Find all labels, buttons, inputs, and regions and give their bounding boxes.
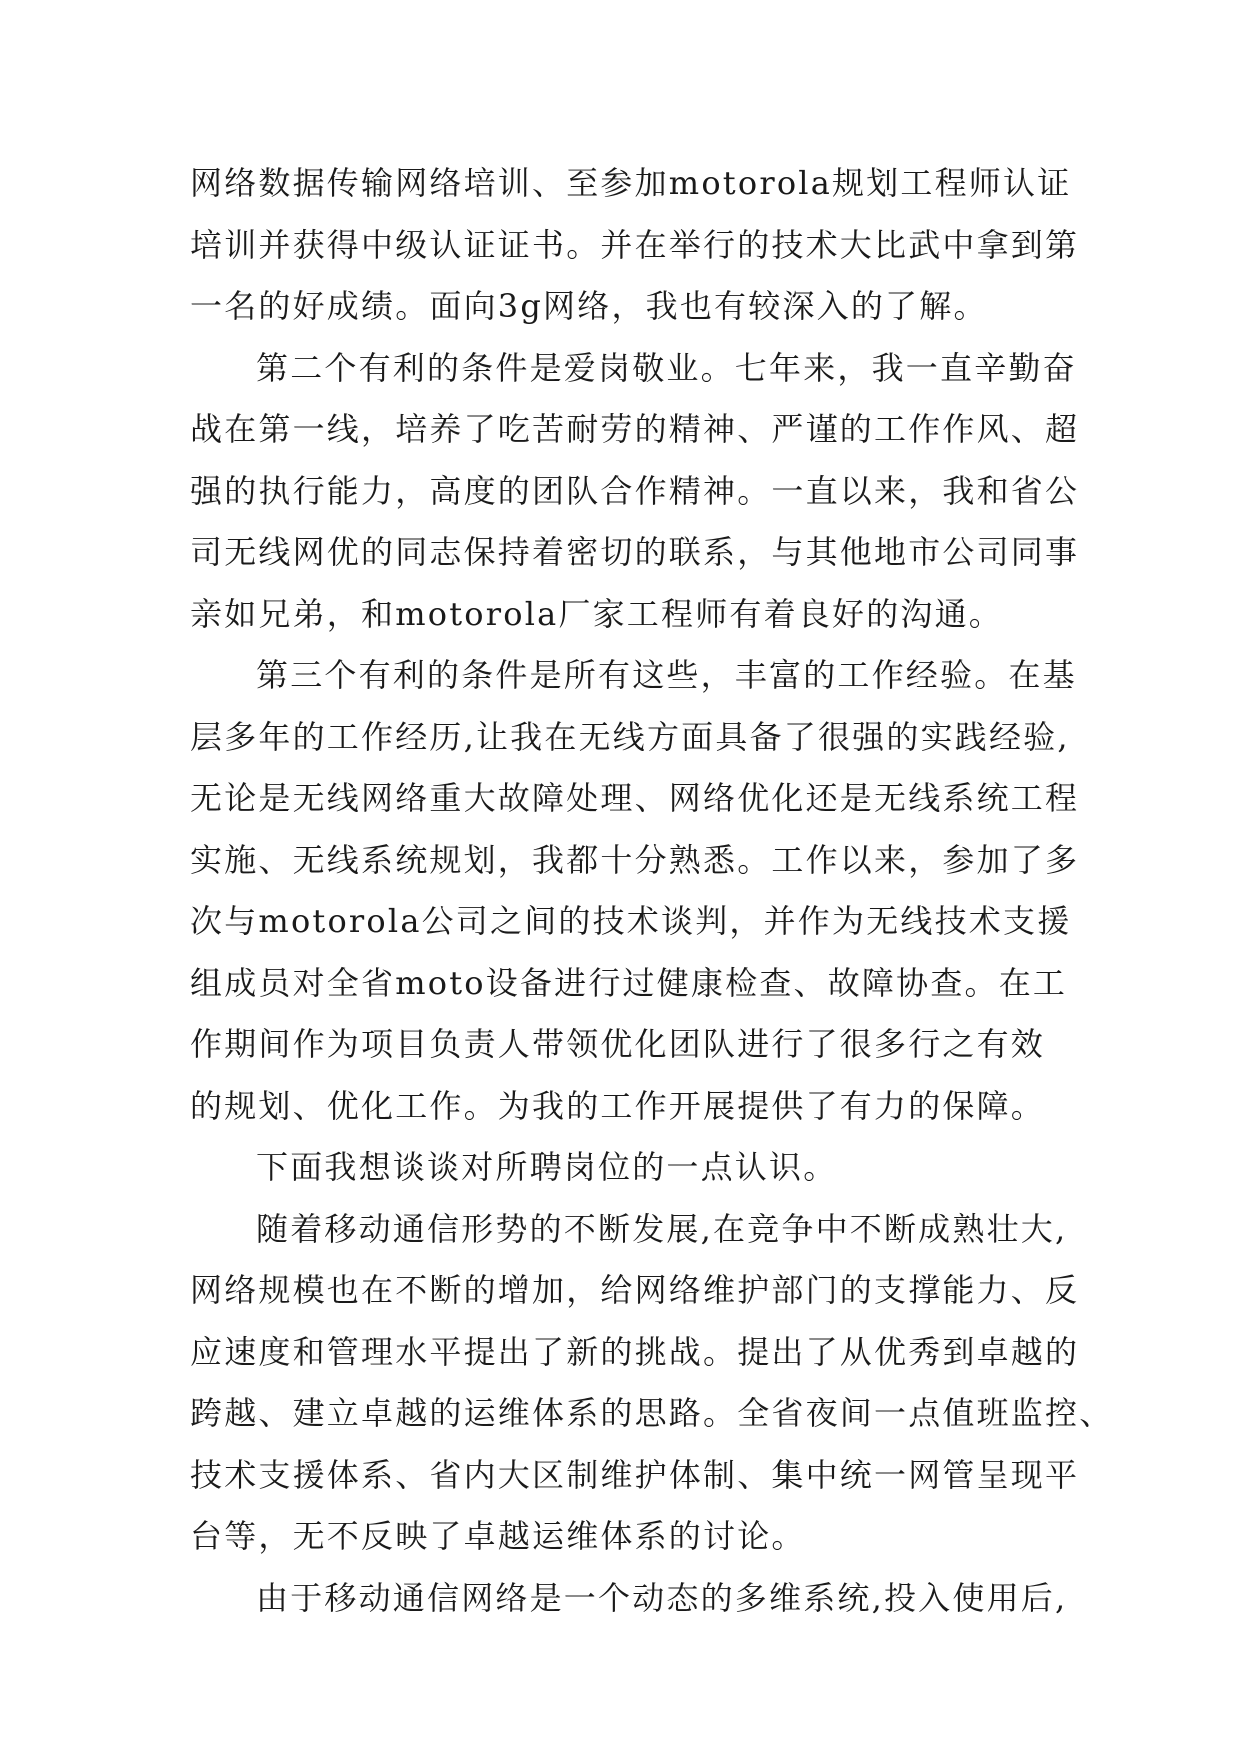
text-line: 应速度和管理水平提出了新的挑战。提出了从优秀到卓越的: [190, 1332, 1080, 1371]
paragraph-first-line: 第三个有利的条件是所有这些，丰富的工作经验。在基: [256, 656, 1077, 694]
text-line: 培训并获得中级认证证书。并在举行的技术大比武中拿到第: [190, 225, 1080, 264]
text-line: 组成员对全省moto设备进行过健康检查、故障协查。在工: [190, 963, 1068, 1002]
text-line: 层多年的工作经历,让我在无线方面具备了很强的实践经验,: [190, 717, 1070, 756]
text-line: 亲如兄弟，和motorola厂家工程师有着良好的沟通。: [190, 594, 1004, 633]
text-line: 次与motorola公司之间的技术谈判，并作为无线技术支援: [190, 902, 1072, 940]
text-line: 实施、无线系统规划，我都十分熟悉。工作以来，参加了多: [190, 840, 1080, 879]
text-line: 技术支援体系、省内大区制维护体制、集中统一网管呈现平: [190, 1455, 1080, 1494]
text-line: 网络规模也在不断的增加，给网络维护部门的支撑能力、反: [190, 1271, 1080, 1309]
body-text: [190, 153, 1114, 1629]
text-line: 台等，无不反映了卓越运维体系的讨论。: [190, 1517, 806, 1555]
text-line: 跨越、建立卓越的运维体系的思路。全省夜间一点值班监控、: [190, 1394, 1114, 1432]
text-line: 一名的好成绩。面向3g网络，我也有较深入的了解。: [190, 287, 988, 325]
text-line: 的规划、优化工作。为我的工作开展提供了有力的保障。: [190, 1086, 1046, 1125]
text-line: 网络数据传输网络培训、至参加motorola规划工程师认证: [190, 164, 1072, 202]
text-line: 战在第一线，培养了吃苦耐劳的精神、严谨的工作作风、超: [190, 410, 1080, 448]
paragraph-first-line: 由于移动通信网络是一个动态的多维系统,投入使用后,: [256, 1578, 1068, 1617]
paragraph-first-line: 随着移动通信形势的不断发展,在竞争中不断成熟壮大,: [256, 1209, 1068, 1248]
paragraph-first-line: 下面我想谈谈对所聘岗位的一点认识。: [256, 1148, 838, 1186]
text-line: 作期间作为项目负责人带领优化团队进行了很多行之有效: [190, 1025, 1046, 1063]
text-line: 司无线网优的同志保持着密切的联系，与其他地市公司同事: [190, 533, 1080, 571]
text-line: 无论是无线网络重大故障处理、网络优化还是无线系统工程: [190, 779, 1080, 817]
text-line: 强的执行能力，高度的团队合作精神。一直以来，我和省公: [190, 471, 1080, 510]
paragraph-first-line: 第二个有利的条件是爱岗敬业。七年来，我一直辛勤奋: [256, 348, 1077, 387]
